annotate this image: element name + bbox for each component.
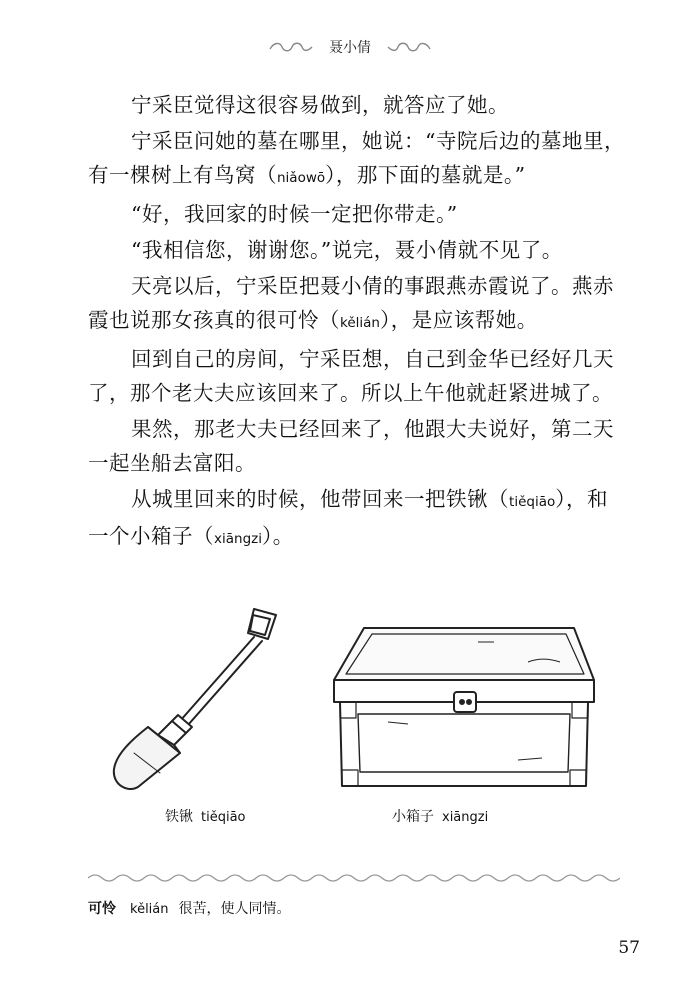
story-text xyxy=(88,88,628,556)
caption-pinyin: tiěqiāo xyxy=(201,810,246,825)
wavy-divider xyxy=(88,872,620,884)
paragraph: “我相信您，谢谢您。”说完，聂小倩就不见了。 xyxy=(131,238,563,262)
glossary-pinyin: kělián xyxy=(130,902,169,917)
pinyin: tiěqiāo xyxy=(509,494,556,510)
paragraph: 宁采臣问她的墓在哪里，她说：“寺院后边的墓地里，有一棵树上有鸟窝（niǎowō），那下面的墓就是。” xyxy=(88,129,626,187)
caption-word: 铁锹 xyxy=(165,809,193,825)
shovel-illustration xyxy=(108,603,288,793)
paragraph: “好，我回家的时候一定把你带走。” xyxy=(131,202,458,226)
caption-pinyin: xiāngzi xyxy=(442,810,489,825)
left-ornament-icon xyxy=(268,40,314,54)
chapter-title: 聂小倩 xyxy=(329,39,371,56)
paragraph: 天亮以后，宁采臣把聂小倩的事跟燕赤霞说了。燕赤霞也说那女孩真的很可怜（kělián），是应该帮她。 xyxy=(88,274,615,332)
pinyin: xiāngzi xyxy=(214,531,262,547)
pinyin: niǎowō xyxy=(277,170,326,186)
box-caption xyxy=(392,806,488,826)
right-ornament-icon xyxy=(386,40,432,54)
box-illustration xyxy=(328,622,598,792)
paragraph: 从城里回来的时候，他带回来一把铁锹（tiěqiāo），和一个小箱子（xiāngzi）。 xyxy=(88,487,608,548)
paragraph: 宁采臣觉得这很容易做到，就答应了她。 xyxy=(131,93,510,117)
pinyin: kělián xyxy=(340,315,380,331)
paragraph: 果然，那老大夫已经回来了，他跟大夫说好，第二天一起坐船去富阳。 xyxy=(88,417,615,475)
glossary-entry xyxy=(88,898,291,918)
glossary-definition: 很苦，使人同情。 xyxy=(178,901,291,917)
glossary-word: 可怜 xyxy=(88,901,116,917)
caption-word: 小箱子 xyxy=(392,809,434,825)
page-number: 57 xyxy=(618,938,640,958)
page-header xyxy=(0,36,700,57)
paragraph: 回到自己的房间，宁采臣想，自己到金华已经好几天了，那个老大夫应该回来了。所以上午他就赶紧进城了。 xyxy=(88,347,615,405)
shovel-caption xyxy=(165,806,246,826)
